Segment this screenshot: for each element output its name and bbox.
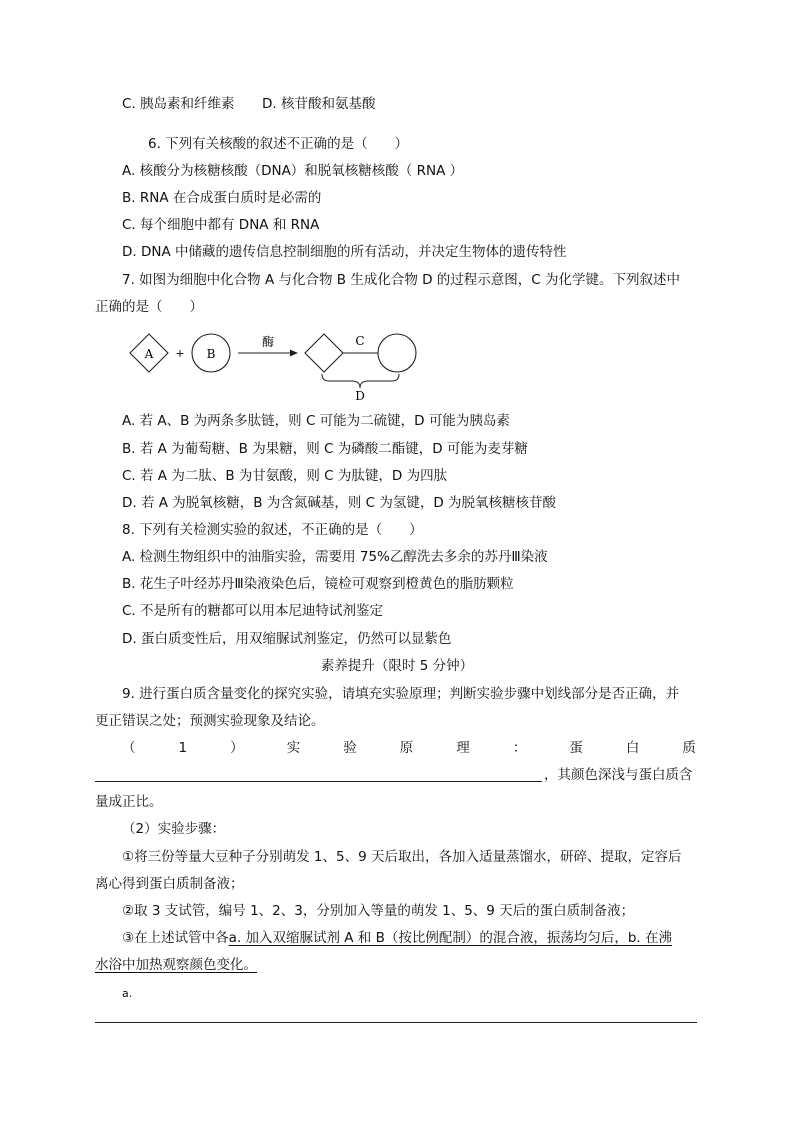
section-heading: 素养提升（限时 5 分钟） [320,658,474,674]
bond-c-label: C [355,334,365,348]
q9-step2: ②取 3 支试管，编号 1、2、3，分别加入等量的萌发 1、5、9 天后的蛋白质制备液； [122,903,635,919]
q9-part1-tail: ，其颜色深浅与蛋白质含 [544,767,693,783]
q9-part1-end: 量成正比。 [95,794,163,810]
q9-step3-underlined-a: a. 加入双缩脲试剂 A 和 B（按比例配制）的混合液，振荡均匀后，b. 在沸 [228,930,672,946]
q7-option-a: A. 若 A、B 为两条多肽链，则 C 可能为二硫键，D 可能为胰岛素 [122,413,510,429]
q8-option-d: D. 蛋白质变性后，用双缩脲试剂鉴定，仍然可以显紫色 [122,631,452,647]
q7-option-c: C. 若 A 为二肽、B 为甘氨酸，则 C 为肽键，D 为四肽 [122,468,448,484]
spaced-char: （ [122,740,136,756]
spaced-char: 原 [399,740,414,756]
spaced-char: 白 [625,740,640,756]
q9-stem-line1: 9. 进行蛋白质含量变化的探究实验，请填充实验原理；判断实验步骤中划线部分是否正确，并 [122,686,680,702]
q9-step1-line2: 离心得到蛋白质制备液； [95,876,244,892]
q6-option-b: B. RNA 在合成蛋白质时是必需的 [122,190,322,206]
q9-step3-line1 [122,929,672,947]
q9-answer-a-label: a. [122,987,133,1000]
q8-option-c: C. 不是所有的糖都可以用本尼迪特试剂鉴定 [122,603,384,619]
q9-step3-underlined-b: 水浴中加热观察颜色变化。 [95,957,257,973]
product-d-brace [322,374,399,388]
enzyme-label: 酶 [261,335,275,349]
product-diamond [305,334,343,372]
q7-stem-line1: 7. 如图为细胞中化合物 A 与化合物 B 生成化合物 D 的过程示意图，C 为化学键。下列叙述中 [122,272,681,288]
spaced-char: 1 [178,740,188,756]
q9-step3-prefix: ③在上述试管中各 [122,930,229,946]
q7-option-d: D. 若 A 为脱氧核糖，B 为含氮碱基，则 C 为氢键，D 为脱氧核糖核苷酸 [122,495,557,511]
compound-b-label: B [206,347,216,361]
q7-reaction-diagram [122,326,422,402]
reaction-arrowhead [290,350,298,357]
spaced-char: ： [512,740,527,756]
spaced-char: 质 [682,740,696,756]
q8-option-a: A. 检测生物组织中的油脂实验，需要用 75%乙醇洗去多余的苏丹Ⅲ染液 [122,549,548,565]
q6-option-d: D. DNA 中储藏的遗传信息控制细胞的所有活动，并决定生物体的遗传特性 [122,244,567,260]
spaced-char: 验 [343,740,357,756]
plus-sign: + [175,347,185,360]
q5-option-d: D. 核苷酸和氨基酸 [262,96,376,112]
q7-stem-line2: 正确的是（ ） [95,299,203,315]
q9-part1-spaced-line [122,739,696,757]
q8-option-b: B. 花生子叶经苏丹Ⅲ染液染色后，镜检可观察到橙黄色的脂肪颗粒 [122,576,514,592]
q9-part1-answer-blank[interactable] [95,781,542,782]
spaced-char: ） [230,740,244,756]
q9-step1-line1: ①将三份等量大豆种子分别萌发 1、5、9 天后取出，各加入适量蒸馏水，研碎、提取，定容后 [122,849,682,865]
q9-part2-heading: （2）实验步骤： [122,821,226,837]
spaced-char: 实 [286,740,301,756]
q6-option-c: C. 每个细胞中都有 DNA 和 RNA [122,217,320,233]
product-d-label: D [355,389,365,402]
spaced-char: 理 [456,740,470,756]
compound-a-label: A [144,347,154,361]
q7-option-b: B. 若 A 为葡萄糖、B 为果糖，则 C 为磷酸二酯键，D 可能为麦芽糖 [122,441,528,457]
q9-stem-line2: 更正错误之处；预测实验现象及结论。 [95,713,325,729]
spaced-char: 蛋 [569,740,583,756]
q9-answer-a-blank[interactable] [95,1022,697,1023]
q6-option-a: A. 核酸分为核糖核酸（DNA）和脱氧核糖核酸（ RNA ） [122,163,464,179]
product-circle [378,334,416,372]
q5-option-c: C. 胰岛素和纤维素 [122,96,235,112]
q6-stem: 6. 下列有关核酸的叙述不正确的是（ ） [148,136,409,152]
q8-stem: 8. 下列有关检测实验的叙述，不正确的是（ ） [122,522,423,538]
